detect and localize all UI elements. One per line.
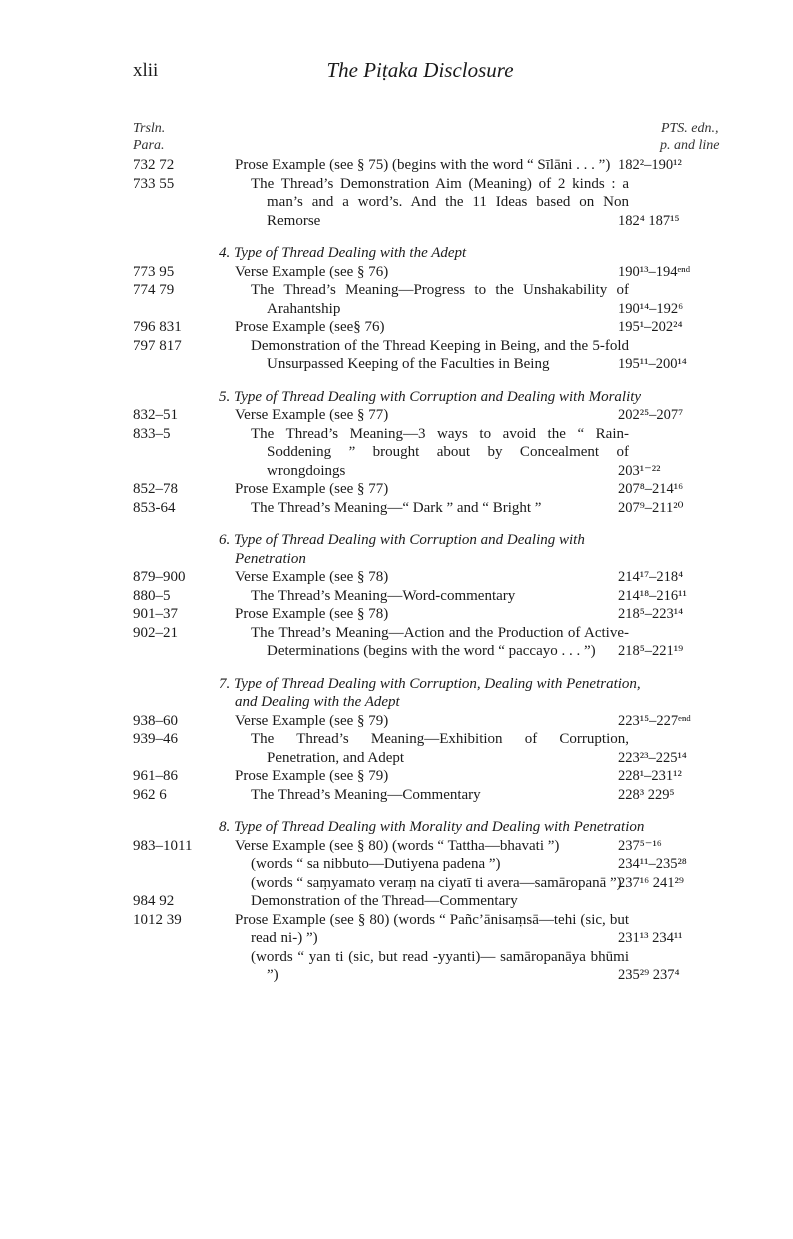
entry-row [133,263,733,282]
entry-row [133,786,733,805]
pts-reference: 231¹³ 234¹¹ [618,930,683,946]
entry-text-block [235,406,629,425]
entry-text-block [235,712,629,731]
entry-row [133,175,733,231]
pts-reference: 234¹¹–235²⁸ [618,856,687,872]
entry-text-block [251,499,629,518]
running-title: The Piṭaka Disclosure [326,58,514,82]
paragraph-range: 983–1011 [133,837,193,854]
entry-text: Demonstration of the Thread—Commentary [251,893,518,909]
entry-row [133,480,733,499]
section-heading: 7. Type of Thread Dealing with Corruption, Dealing with Penetration, and Dealing with the Adept [219,675,641,710]
entry-row [133,855,733,874]
entry-text-block [251,892,629,911]
paragraph-range: 961–86 [133,768,178,784]
paragraph-range: 853-64 [133,499,176,516]
entry-text-block [235,837,629,856]
entry-text: The Thread’s Meaning—Commentary [251,786,481,803]
entry-text-block [251,874,629,893]
entry-text-block [251,786,629,805]
entry-text: The Thread’s Meaning—Progress to the Unshakability of Arahantship [251,282,629,317]
paragraph-range: 879–900 [133,569,186,585]
entry-row [133,156,733,175]
paragraph-range: 773 95 [133,263,175,280]
paragraph-range: 938–60 [133,712,178,729]
column-header-right [660,120,720,154]
entry-text-block [251,730,629,767]
entry-text: (words “ sa nibbuto—Dutiyena padena ”) [251,856,501,872]
entry-text-block [251,948,629,985]
entry-text: Prose Example (see § 80) (words “ Pañc’ānisaṃsā—tehi (sic, but read ni-) ”) [235,911,629,946]
entry-text-block [235,605,629,624]
entry-row [133,730,733,767]
entry-text: The Thread’s Meaning—3 ways to avoid the “ Rain-Soddening ” brought about by Concealment of wrongdoings [251,425,629,479]
entry-text: The Thread’s Demonstration Aim (Meaning) of 2 kinds : a man’s and a word’s. And the 11 Ideas based on Non Remorse [251,175,629,229]
entry-row [133,837,733,856]
section [133,675,733,805]
entry-row [133,318,733,337]
entry-text: (words “ yan ti (sic, but read -yyanti)— samāropanāya bhūmi ”) [251,948,629,983]
paragraph-range: 797 817 [133,337,182,354]
pts-reference: 237¹⁶ 241²⁹ [618,874,684,891]
column-header-left-line1: Trsln. [133,121,166,136]
entry-row [133,874,733,893]
entry-text: Verse Example (see § 77) [235,407,389,423]
entry-text: The Thread’s Meaning—Word-commentary [251,587,516,604]
entry-text-block [251,281,629,318]
entry-row [133,624,733,661]
section-heading: 6. Type of Thread Dealing with Corruption and Dealing with Penetration [219,532,585,567]
paragraph-range: 901–37 [133,606,178,622]
paragraph-range: 796 831 [133,319,182,335]
entry-text: Prose Example (see § 77) [235,481,389,497]
pts-reference: 203¹⁻²² [618,462,661,479]
entry-text: Prose Example (see § 75) (begins with the word “ Sīlāni . . . ”) [235,157,611,173]
entry-text-block [235,911,629,948]
pts-reference: 195¹¹–200¹⁴ [618,356,687,372]
entry-row [133,892,733,911]
pts-reference: 207⁹–211²⁰ [618,499,684,516]
entry-text-block [251,425,629,481]
pts-reference: 207⁸–214¹⁶ [618,481,684,497]
entry-row [133,337,733,374]
entry-row [133,568,733,587]
section [133,388,733,518]
entry-text: The Thread’s Meaning—“ Dark ” and “ Bright ” [251,499,542,516]
entry-text: Verse Example (see § 78) [235,569,389,585]
entry-text: Verse Example (see § 76) [235,263,389,280]
section [133,531,733,661]
pts-reference: 228³ 229⁵ [618,786,675,803]
pts-reference: 235²⁹ 237⁴ [618,967,680,983]
entry-text-block [235,568,629,587]
pts-reference: 218⁵–223¹⁴ [618,606,684,622]
entry-text-block [235,263,629,282]
entry-text: Verse Example (see § 79) [235,712,389,729]
column-header-right-line1: PTS. edn., [660,121,719,136]
entry-text: Prose Example (see § 78) [235,606,389,622]
pts-reference: 228¹–231¹² [618,768,682,784]
pts-reference: 214¹⁷–218⁴ [618,569,684,585]
section [133,156,733,230]
pts-reference: 223²³–225¹⁴ [618,749,687,766]
entry-text-block [251,175,629,231]
section [133,244,733,374]
paragraph-range: 902–21 [133,624,178,641]
entry-text-block [235,767,629,786]
column-header-left [133,120,165,154]
entry-row [133,406,733,425]
entry-row [133,499,733,518]
column-header-right-line2: p. and line [660,138,720,153]
pts-reference: 237⁵⁻¹⁶ [618,837,662,854]
entry-row [133,712,733,731]
entry-text: (words “ saṃyamato veraṃ na ciyatī ti avera—samāropanā ”) [251,874,622,891]
entry-text-block [251,337,629,374]
column-header-left-line2: Para. [133,138,165,153]
paragraph-range: 962 6 [133,786,167,803]
paragraph-range: 732 72 [133,157,175,173]
entry-text-block [235,318,629,337]
page-number: xlii [133,60,159,81]
pts-reference: 223¹⁵–227ᵉⁿᵈ [618,712,691,729]
pts-reference: 214¹⁸–216¹¹ [618,587,687,604]
entry-text-block [251,624,629,661]
entry-text: Verse Example (see § 80) (words “ Tattha—bhavati ”) [235,837,560,854]
entry-text-block [251,587,629,606]
section-heading: 5. Type of Thread Dealing with Corruption and Dealing with Morality [219,388,642,405]
section-heading: 8. Type of Thread Dealing with Morality and Dealing with Penetration [219,819,645,835]
pts-reference: 202²⁵–207⁷ [618,407,684,423]
paragraph-range: 733 55 [133,175,175,192]
entry-row [133,587,733,606]
paragraph-range: 833–5 [133,425,171,442]
entry-text: The Thread’s Meaning—Action and the Production of Active-Determinations (begins with the word “ paccayo . . . ”) [251,624,629,659]
entry-row [133,767,733,786]
entry-text-block [235,480,629,499]
entry-text: The Thread’s Meaning—Exhibition of Corruption, Penetration, and Adept [251,731,629,766]
paragraph-range: 832–51 [133,407,178,423]
pts-reference: 195¹–202²⁴ [618,319,683,335]
entry-text: Demonstration of the Thread Keeping in Being, and the 5-fold Unsurpassed Keeping of the Faculties in Being [251,337,629,372]
pts-reference: 218⁵–221¹⁹ [618,643,684,659]
entry-row [133,948,733,985]
contents-table [133,156,733,985]
pts-reference: 190¹³–194ᵉⁿᵈ [618,263,691,280]
paragraph-range: 1012 39 [133,911,182,928]
entry-row [133,911,733,948]
entry-row [133,281,733,318]
pts-reference: 182²–190¹² [618,157,682,173]
entry-text-block [251,855,629,874]
entry-row [133,605,733,624]
paragraph-range: 774 79 [133,282,175,298]
paragraph-range: 852–78 [133,481,178,497]
pts-reference: 190¹⁴–192⁶ [618,300,684,317]
paragraph-range: 984 92 [133,893,175,909]
pts-reference: 182⁴ 187¹⁵ [618,212,680,229]
entry-text: Prose Example (see§ 76) [235,319,385,335]
entry-row [133,425,733,481]
paragraph-range: 880–5 [133,587,171,604]
section [133,818,733,985]
entry-text: Prose Example (see § 79) [235,768,389,784]
paragraph-range: 939–46 [133,731,178,747]
entry-text-block [235,156,629,175]
section-heading: 4. Type of Thread Dealing with the Adept [219,245,467,261]
